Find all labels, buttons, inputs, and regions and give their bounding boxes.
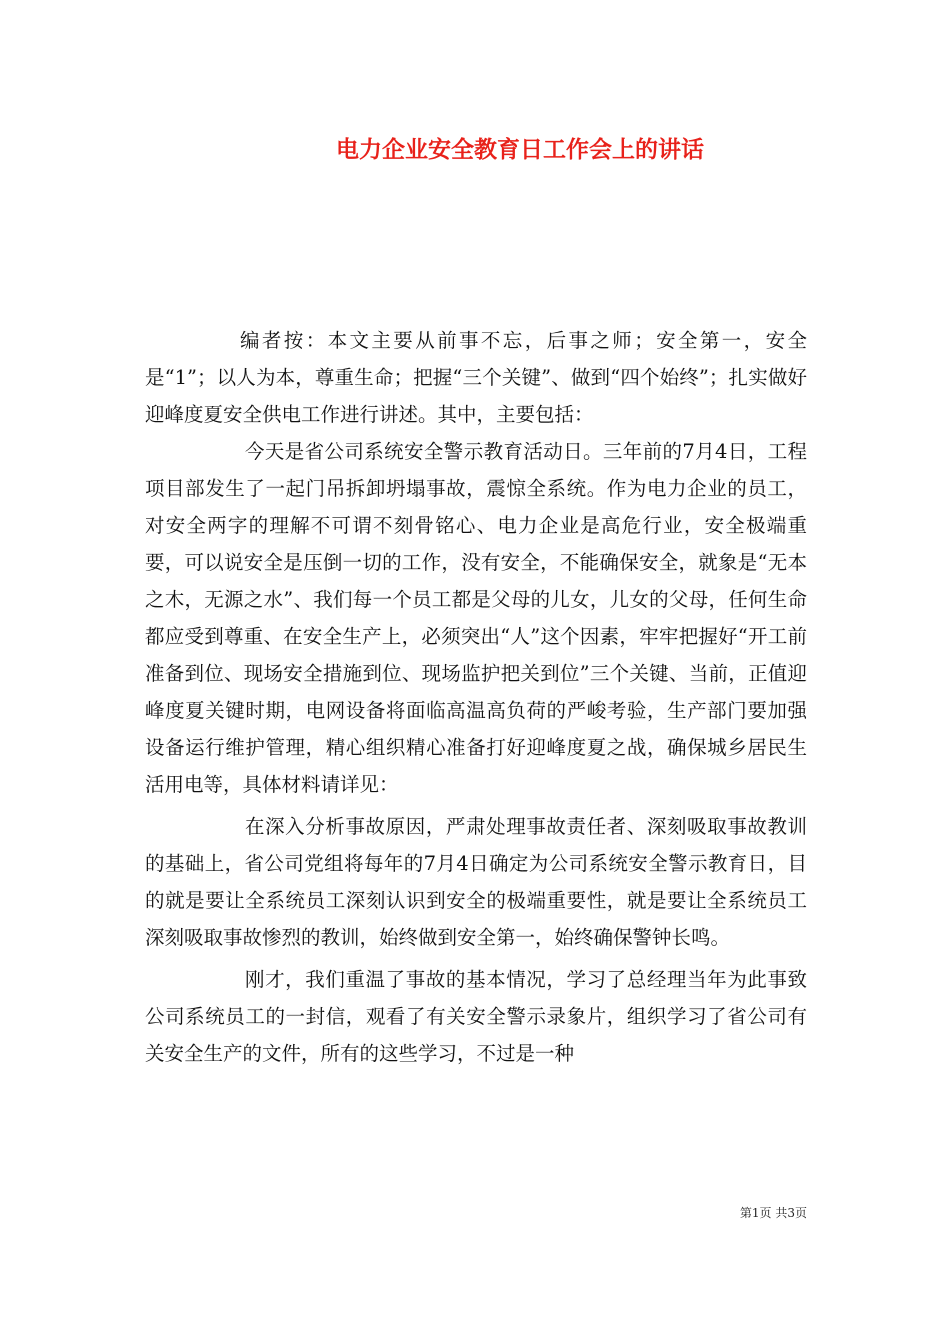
document-body: [145, 322, 807, 1072]
body-paragraph-3: 刚才，我们重温了事故的基本情况，学习了总经理当年为此事致公司系统员工的一封信，观看了有关安全警示录象片，组织学习了省公司有关安全生产的文件，所有的这些学习，不过是一种: [145, 968, 807, 1065]
body-paragraph-2: 在深入分析事故原因，严肃处理事故责任者、深刻吸取事故教训的基础上，省公司党组将每年的7月4日确定为公司系统安全警示教育日，目的就是要让全系统员工深刻认识到安全的极端重要性，就是要让全系统员工深刻吸取事故惨烈的教训，始终做到安全第一，始终确保警钟长鸣。: [145, 815, 807, 949]
page-number-footer: 第1页 共3页: [739, 1206, 807, 1220]
document-title: 电力企业安全教育日工作会上的讲话: [336, 136, 704, 163]
body-paragraph-1: 今天是省公司系统安全警示教育活动日。三年前的7月4日，工程项目部发生了一起门吊拆卸坍塌事故，震惊全系统。作为电力企业的员工，对安全两字的理解不可谓不刻骨铭心、电力企业是高危行业，安全极端重要，可以说安全是压倒一切的工作，没有安全，不能确保安全，就象是“无本之木，无源之水”、我们每一个员工都是父母的儿女，儿女的父母，任何生命都应受到尊重、在安全生产上，必须突出“人”这个因素，牢牢把握好“开工前准备到位、现场安全措施到位、现场监护把关到位”三个关键、当前，正值迎峰度夏关键时期，电网设备将面临高温高负荷的严峻考验，生产部门要加强设备运行维护管理，精心组织精心准备打好迎峰度夏之战，确保城乡居民生活用电等，具体材料请详见：: [145, 440, 807, 796]
editor-note: 编者按：本文主要从前事不忘，后事之师；安全第一，安全是“1”；以人为本，尊重生命；把握“三个关键”、做到“四个始终”；扎实做好迎峰度夏安全供电工作进行讲述。其中，主要包括：: [145, 329, 807, 426]
